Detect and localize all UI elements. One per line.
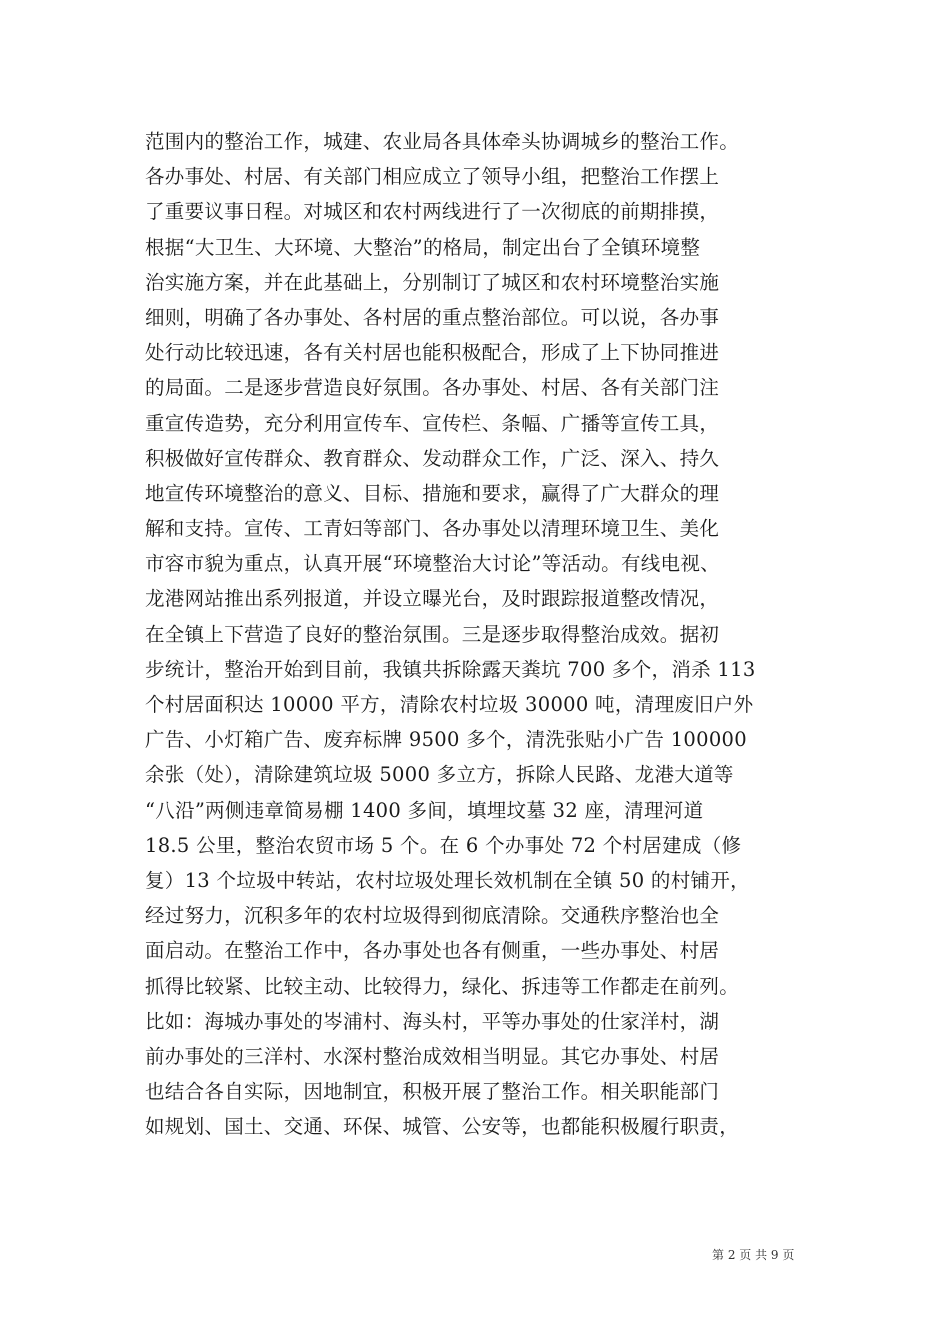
text-line: 解和支持。宣传、工青妇等部门、各办事处以清理环境卫生、美化 (145, 517, 720, 541)
text-line: 余张（处），清除建筑垃圾 5000 多立方，拆除人民路、龙港大道等 (145, 763, 734, 787)
text-line: 范围内的整治工作，城建、农业局各具体牵头协调城乡的整治工作。 (145, 130, 740, 153)
text-line: 18.5 公里，整治农贸市场 5 个。在 6 个办事处 72 个村居建成（修 (145, 833, 742, 857)
text-line: 抓得比较紧、比较主动、比较得力，绿化、拆违等工作都走在前列。 (145, 974, 740, 998)
text-line: 步统计，整治开始到目前，我镇共拆除露天粪坑 700 多个，消杀 113 (145, 657, 756, 681)
text-line: 的局面。二是逐步营造良好氛围。各办事处、村居、各有关部门注 (145, 376, 720, 400)
text-line: 市容市貌为重点，认真开展“环境整治大讨论”等活动。有线电视、 (145, 552, 720, 576)
text-line: 重宣传造势，充分利用宣传车、宣传栏、条幅、广播等宣传工具， (145, 411, 720, 435)
text-line: 经过努力，沉积多年的农村垃圾得到彻底清除。交通秩序整治也全 (145, 904, 720, 928)
text-line: 根据“大卫生、大环境、大整治”的格局，制定出台了全镇环境整 (145, 235, 701, 259)
text-line: 在全镇上下营造了良好的整治氛围。三是逐步取得整治成效。据初 (145, 622, 720, 646)
text-line: 了重要议事日程。对城区和农村两线进行了一次彻底的前期排摸， (145, 200, 720, 224)
text-line: 积极做好宣传群众、教育群众、发动群众工作，广泛、深入、持久 (145, 446, 720, 470)
text-line: 细则，明确了各办事处、各村居的重点整治部位。可以说，各办事 (145, 305, 720, 329)
page-number-footer: 第 2 页 共 9 页 (712, 1248, 795, 1262)
body-text (145, 124, 825, 1144)
text-line: 广告、小灯箱广告、废弃标牌 9500 多个，清洗张贴小广告 100000 (145, 728, 747, 752)
text-line: 比如：海城办事处的岑浦村、海头村，平等办事处的仕家洋村，湖 (145, 1009, 720, 1033)
text-line: 治实施方案，并在此基础上，分别制订了城区和农村环境整治实施 (145, 270, 720, 294)
text-line: 也结合各自实际，因地制宜，积极开展了整治工作。相关职能部门 (145, 1080, 720, 1104)
text-line: 个村居面积达 10000 平方，清除农村垃圾 30000 吨，清理废旧户外 (145, 693, 754, 716)
text-line: 面启动。在整治工作中，各办事处也各有侧重，一些办事处、村居 (145, 939, 720, 963)
text-line: 地宣传环境整治的意义、目标、措施和要求，赢得了广大群众的理 (145, 481, 720, 505)
text-line: “八沿”两侧违章简易棚 1400 多间，填埋坟墓 32 座，清理河道 (145, 798, 704, 822)
text-line: 处行动比较迅速，各有关村居也能积极配合，形成了上下协同推进 (145, 341, 720, 365)
text-line: 前办事处的三洋村、水深村整治成效相当明显。其它办事处、村居 (145, 1044, 720, 1068)
text-line: 如规划、国土、交通、环保、城管、公安等，也都能积极履行职责， (145, 1115, 740, 1139)
text-line: 龙港网站推出系列报道，并设立曝光台，及时跟踪报道整改情况， (145, 587, 720, 611)
text-line: 复）13 个垃圾中转站，农村垃圾处理长效机制在全镇 50 的村铺开， (145, 868, 750, 892)
text-line: 各办事处、村居、有关部门相应成立了领导小组，把整治工作摆上 (145, 165, 720, 189)
